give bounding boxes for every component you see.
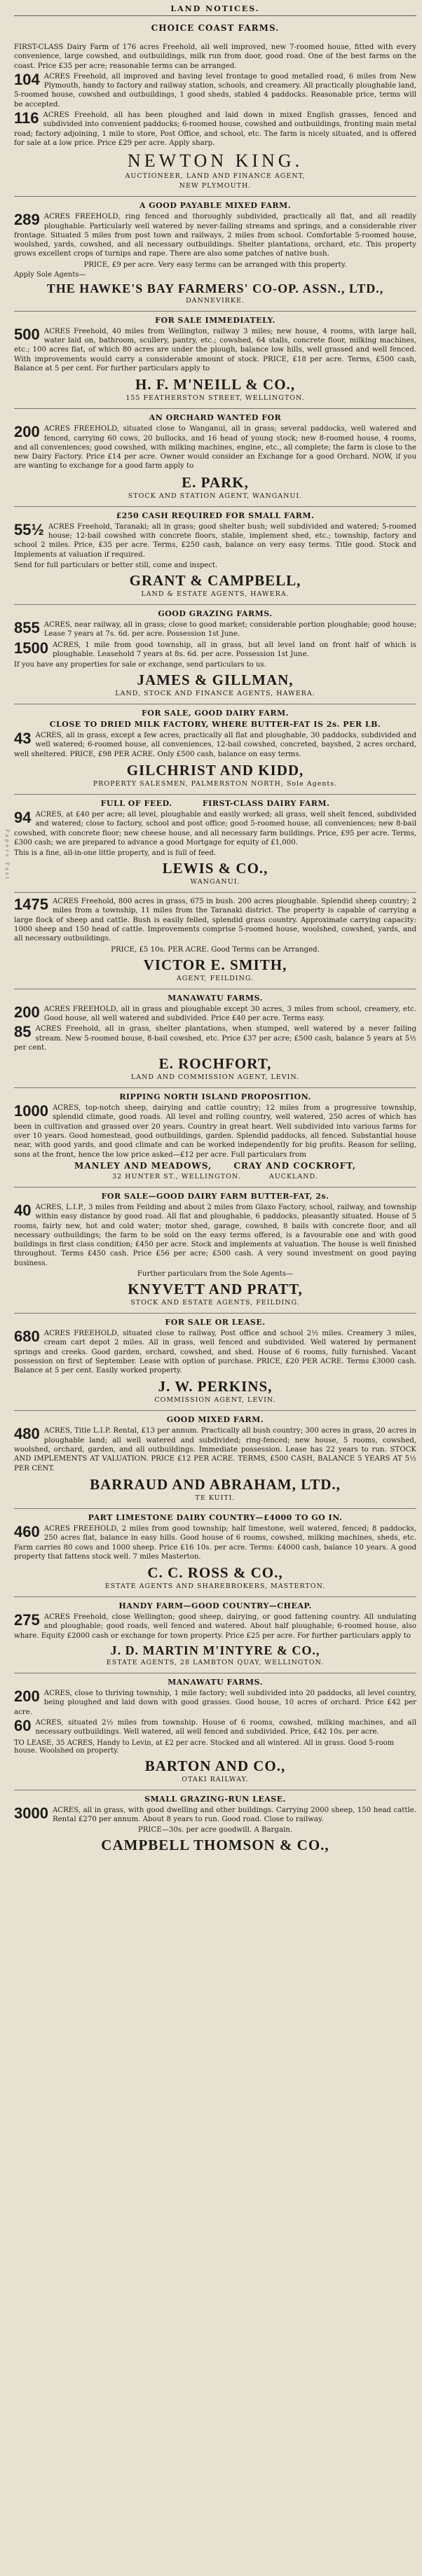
agent-name: NEWTON KING.: [127, 151, 304, 172]
agent-name: E. ROCHFORT,: [158, 1055, 272, 1073]
listing-text: ACRES, situated 2½ miles from township. House of 6 rooms, cowshed, milking machines, and all necessary outbuildings. Well watered, all well fenced and subdivided. Price, £42 10s. per acre.: [35, 1718, 416, 1736]
agent-address: 155 FEATHERSTON STREET, WELLINGTON.: [125, 394, 305, 403]
advert-subheading: CLOSE TO DRIED MILK FACTORY, WHERE BUTTER-FAT IS 2s. PER LB.: [49, 720, 381, 730]
advert-heading: A GOOD PAYABLE MIXED FARM.: [139, 201, 292, 211]
agent-name: LEWIS & CO.,: [162, 860, 268, 877]
advert-handy-farm: [14, 1597, 416, 1673]
acreage: 200: [14, 1687, 40, 1706]
agent-address-left: 32 HUNTER ST., WELLINGTON.: [112, 1172, 241, 1181]
listing: [14, 1806, 416, 1825]
acreage: 200: [14, 1003, 40, 1021]
acreage: 104: [14, 70, 40, 88]
agent-town: TE KUITI.: [195, 1494, 236, 1502]
agent-role: LAND, STOCK AND FINANCE AGENTS, HAWERA.: [115, 690, 315, 698]
listing-text: ACRES, 1 mile from good township, all in grass, but all level land on front half of which is ploughable. Leasehold 7 years at 8s. 6d. per acre. Possession 1st June.: [52, 641, 416, 658]
acreage: 43: [14, 730, 32, 748]
listing-text: ACRES, near railway, all in grass; close to good market; considerable portion ploughable; good house; Lease 7 years at 7s. 6d. per acre. Possession 1st June.: [43, 620, 416, 639]
advert-heading: GOOD GRAZING FARMS.: [158, 608, 273, 618]
listing: [14, 1103, 416, 1160]
note-line: Send for full particulars or better still, come and inspect.: [14, 561, 218, 569]
agent-name-right: CRAY AND COCKROFT,: [233, 1160, 356, 1171]
agent-name: E. PARK,: [182, 473, 249, 491]
listing: [14, 1203, 416, 1268]
advert-dairy-farm: [14, 704, 416, 795]
listing-text: ACRES Freehold, all has been ploughed and laid down in mixed English grasses, fenced and subdivided into convenient paddocks; 6-roomed house, cowshed and outbuildings, fronting main metal road; factory adjoining, 1 mile to store, Post Office, and school, etc. The farm is nicely situated, and is offered for sale at a low price. Price £29 per acre. Apply sharp.: [14, 111, 416, 147]
section-title: CHOICE COAST FARMS.: [151, 23, 280, 33]
listing-text: ACRES Freehold, 800 acres in grass, 675 in bush. 200 acres ploughable. Splendid sheep country; 2 miles from a township, 11 miles from the Taranaki district. The property is capable of carrying a large flock of sheep and cattle. Bush is easily felled, splendid grass country. Approximate carrying capacity: 1000 sheep and 150 head of cattle. Improvements comprise 5-roomed house, woolshed, cowshed, yards, and all necessary outbuildings.: [14, 898, 416, 943]
agent-town: NEW PLYMOUTH.: [179, 182, 252, 190]
agent-role: STOCK AND STATION AGENT, WANGANUI.: [128, 492, 303, 500]
listing-text: ACRES FREEHOLD, situated close to Wanganui, all in grass; several paddocks, well watered and fenced, carrying 60 cows, 20 bullocks, and 16 head of young stock; new 8-roomed house, 4 rooms, and all conveniences; good cowshed, with milking machines, engine, etc., all complete; the farm is close to the new Dairy Factory. Price £14 per acre. Owner would consider an Exchange for a good Orchard. NOW, if you are wanting to exchange for a good farm apply to: [14, 425, 416, 471]
acreage: 480: [14, 1425, 40, 1443]
agent-name: VICTOR E. SMITH,: [143, 956, 287, 973]
agent-role: PROPERTY SALESMEN, PALMERSTON NORTH, Sole Agents.: [93, 779, 338, 788]
acreage: 1000: [14, 1102, 48, 1120]
listing-text: FIRST-CLASS Dairy Farm of 176 acres Freehold, all well improved, new 7-roomed house, fitted with every convenience, large cowshed, and outbuildings, milk run from door, good road. One of the best farms on the coast. Price £35 per acre; reasonable terms can be arranged.: [14, 43, 416, 70]
advert-grazing-farms: [14, 605, 416, 704]
listing: [14, 1613, 416, 1641]
listing-text: ACRES FREEHOLD, all in grass and ploughable except 30 acres, 3 miles from school, creamery, etc. Good house, all well watered and subdivided. Price £40 per acre. Terms easy.: [43, 1005, 416, 1022]
agent-role: COMMISSION AGENT, LEVIN.: [154, 1396, 276, 1405]
note-line: If you have any properties for sale or exchange, send particulars to us.: [14, 661, 266, 669]
acreage: 1475: [14, 896, 48, 914]
acreage: 60: [14, 1716, 32, 1734]
listing-text: ACRES Freehold, all in grass, shelter plantations, when stumped, well watered by a never failing stream. New 5-roomed house, 8-bail cowshed, etc. Price £37 per acre; £500 cash, balance 5 years at 5½ per cent.: [14, 1025, 416, 1052]
price-line: PRICE—30s. per acre goodwill. A Bargain.: [137, 1826, 293, 1834]
note-line: TO LEASE, 35 ACRES, Handy to Levin, at £2 per acre. Stocked and all wintered. All in grass. Good 5-room house. Woolshed on property.: [14, 1739, 395, 1755]
listing-text: ACRES Freehold, Taranaki; all in grass; good shelter bush; well subdivided and watered; 5-roomed house; 12-bail cowshed with concrete floors, stable, implement shed, etc.; township, factory and school 2 miles. Price, £35 per acre. Terms, £250 cash, balance on very easy terms. Title good. Stock and Implements at valuation if required.: [14, 522, 416, 559]
agent-town: DANNEVIRKE.: [186, 296, 245, 305]
listing-text: ACRES, at £40 per acre; all level, ploughable and easily worked; all grass, well shelt fenced, subdivided and watered; close to factory, school and post office; good 5-roomed house, all conveniences; new 8-bail cowshed, with concrete floor; new cheese house, and all necessary farm buildings. Price, £95 per acre. Terms, £300 cash; we are prepared to advance a good Mortgage for equity of £1,000.: [14, 810, 416, 847]
advert-orchard-wanted: [14, 409, 416, 506]
agent-name: J. W. PERKINS,: [158, 1378, 273, 1395]
agent-address: ESTATE AGENTS, 28 LAMBTON QUAY, WELLINGTON.: [106, 1659, 325, 1667]
listing-text: ACRES, all in grass, with good dwelling and other buildings. Carrying 2000 sheep, 150 head cattle. Rental £270 per annum. About 8 years to run. Good road. Close to railway.: [52, 1806, 416, 1823]
price-line: PRICE, £9 per acre. Very easy terms can be arranged with this property.: [83, 260, 347, 269]
listing: [14, 327, 416, 373]
agent-town: WANGANUI.: [190, 878, 240, 886]
listing: [14, 43, 416, 71]
acreage: 680: [14, 1328, 40, 1345]
listing-text: ACRES, close to thriving township, 1 mile factory; well subdivided into 20 paddocks, all level country, being ploughed and laid down with good grasses. Good house, 10 acres of orchard. Price £42 per acre.: [14, 1690, 416, 1716]
listing: [14, 72, 416, 109]
agent-role: LAND AND COMMISSION AGENT, LEVIN.: [130, 1073, 300, 1082]
advert-heading: HANDY FARM—GOOD COUNTRY—CHEAP.: [118, 1601, 312, 1611]
acreage: 460: [14, 1522, 40, 1540]
listing: [14, 641, 416, 660]
advert-grazing-run-lease: [14, 1790, 416, 1860]
listing-text: ACRES, top-notch sheep, dairying and cattle country; 12 miles from a progressive township, splendid climate, good roads. All level and rolling country, well watered, 250 acres of which has been in cultivation and grassed over 20 years. Country in great heart. Well subdivided into various farms for over 10 years. Good homestead, good outbuildings, garden. Splendid paddocks, all fenced. Substantial house near, with good yards, and good climate and can be worked independently for big profits. Reason for selling, sons at the front, hence the low price asked—£12 per acre. Full particulars from: [14, 1104, 416, 1159]
advert-limestone-country: [14, 1509, 416, 1597]
advert-heading: FOR SALE, GOOD DAIRY FARM.: [141, 709, 290, 718]
advert-good-mixed-farm: [14, 1411, 416, 1508]
listing: [14, 810, 416, 847]
agent-name: GILCHRIST AND KIDD,: [126, 761, 304, 779]
agent-name: CAMPBELL THOMSON & CO.,: [101, 1837, 329, 1854]
advert-heading: PART LIMESTONE DAIRY COUNTRY—£4000 TO GO IN.: [88, 1512, 343, 1522]
listing: [14, 1426, 416, 1473]
advert-heading: RIPPING NORTH ISLAND PROPOSITION.: [119, 1092, 311, 1102]
agent-name: GRANT & CAMPBELL,: [129, 571, 301, 589]
advert-heading: SMALL GRAZING-RUN LEASE.: [144, 1794, 286, 1804]
agent-name: H. F. M'NEILL & CO.,: [135, 376, 296, 394]
advert-mixed-farm: [14, 197, 416, 311]
listing-text: ACRES Freehold, 40 miles from Wellington, railway 3 miles; new house, 4 rooms, with large hall, water laid on, bathroom, scullery, pantry, etc.; cowshed, 64 stalls, concrete floor, milking machines, etc.; 100 acres flat, of which 80 acres are under the plough, balance low hills, well grassed and well fenced. With improvements would carry a considerable amount of stock. PRICE, £18 per acre. Terms, £500 cash, Balance at 5 per cent. For further particulars apply to: [14, 327, 416, 373]
agent-name: C. C. ROSS & CO.,: [147, 1564, 283, 1582]
advert-manawatu-farms-2: [14, 1673, 416, 1790]
listing: [14, 111, 416, 148]
acreage: 275: [14, 1611, 40, 1629]
page-header: LAND NOTICES.: [14, 4, 416, 16]
acreage: 40: [14, 1201, 32, 1219]
advert-heading: MANAWATU FARMS.: [168, 993, 263, 1003]
listing: [14, 1329, 416, 1375]
advert-heading: FOR SALE OR LEASE.: [165, 1318, 266, 1327]
listing-text: ACRES FREEHOLD, ring fenced and thoroughly subdivided, practically all flat, and all readily ploughable. Particularly well watered by never-failing streams and springs, and a considerable river frontage. Situated 5 miles from post town and railways, 2 miles from school. Comfortable 5-roomed house, woolshed, yards, cowshed, and all necessary outbuildings. Shelter plantations, orchard, etc. This property grows excellent crops of turnips and rape. There are also some patches of native bush.: [14, 213, 416, 258]
agent-role: STOCK AND ESTATE AGENTS, FEILDING.: [130, 1299, 300, 1307]
acreage: 500: [14, 325, 40, 343]
advert-heading: MANAWATU FARMS.: [168, 1678, 263, 1687]
agent-role: AUCTIONEER, LAND AND FINANCE AGENT,: [125, 172, 306, 181]
listing: [14, 212, 416, 258]
listing-text: ACRES, Title L.I.P. Rental, £13 per annum. Practically all bush country; 300 acres in grass, 20 acres in ploughable land; all well watered and subdivided; ring-fenced; new house, 5 rooms, cowshed, woolshed, orchard, garden, and all outbuildings. Immediate possession. Lease has 22 years to run. STOCK AND IMPLEMENTS AT VALUATION. PRICE £12 PER ACRE. TERMS, £500 CASH, BALANCE 5 YEARS AT 5½ PER CENT.: [14, 1427, 416, 1473]
listing: [14, 620, 416, 639]
acreage: 85: [14, 1023, 32, 1041]
agent-role: LAND & ESTATE AGENTS, HAWERA.: [141, 590, 290, 598]
advert-full-of-feed: [14, 795, 416, 893]
advert-butter-fat-farm: [14, 1188, 416, 1314]
agent-name: BARTON AND CO.,: [144, 1757, 286, 1774]
advert-manawatu-farms: [14, 989, 416, 1088]
listing: [14, 731, 416, 759]
newspaper-page: [3, 3, 419, 2570]
agent-name-left: MANLEY AND MEADOWS,: [74, 1160, 212, 1171]
agent-name: JAMES & GILLMAN,: [137, 671, 294, 689]
listing-text: ACRES, all in grass, except a few acres, practically all flat and ploughable, 30 paddocks, subdivided and well watered; 6-roomed house, all conveniences, 12-bail cowshed, concreted, bayshed, 2 acres orchard, well sheltered. PRICE, £98 PER ACRE. Only £500 cash, balance on easy terms.: [14, 732, 416, 758]
agent-name: KNYVETT AND PRATT,: [128, 1281, 303, 1297]
note-line: Further particulars from the Sole Agents—: [137, 1270, 294, 1278]
listing: [14, 522, 416, 559]
listing: [14, 1689, 416, 1717]
agent-address-right: AUCKLAND.: [268, 1172, 318, 1181]
listing: [14, 1024, 416, 1052]
agent-names: [14, 1161, 416, 1171]
agent-name: J. D. MARTIN M'INTYRE & CO.,: [110, 1643, 320, 1658]
advert-coast-farms: [14, 39, 416, 197]
acreage: 55½: [14, 520, 44, 538]
advert-small-farm: [14, 507, 416, 605]
listing-text: ACRES, L.I.P., 3 miles from Feilding and about 2 miles from Glaxo Factory, school, railway, and township within easy distance by good road. All flat and ploughable, 6 paddocks, pleasantly situated. House of 5 rooms, fairly new, hot and cold water; motor shed, garage, cowshed, 8 bails with concrete floor, and all necessary outbuildings; the farm to be sold on the easy terms offered, is a favourable one and with good buildings in first class condition; £450 per acre. Stock and implements at valuation. The house is well finished throughout. Terms £450 cash. Price £56 per acre; £500 cash. A very sound investment on good paying business.: [14, 1203, 416, 1267]
acreage: 200: [14, 423, 40, 441]
acreage: 3000: [14, 1804, 48, 1822]
listing: [14, 1718, 416, 1737]
listing-text: ACRES FREEHOLD, situated close to railway, Post office and school 2½ miles. Creamery 3 miles, cream cart depot 2 miles. All in grass, well fenced and subdivided. Well watered by permanent springs and creeks. Good garden, orchard, cowshed, and shed. House of 6 rooms, fully furnished. Vacant possession on first of September. Lease with option of purchase. PRICE, £20 PER ACRE. Terms £3000 cash. Balance at 5 per cent. Easily worked property.: [14, 1330, 416, 1375]
acreage: 289: [14, 211, 40, 229]
advert-bush-country: [14, 893, 416, 989]
advert-heading: [14, 799, 416, 808]
side-strip: Papers Past: [4, 829, 10, 882]
apply-line: Apply Sole Agents—: [14, 270, 86, 279]
acreage: 1500: [14, 639, 48, 657]
advert-sale-or-lease: [14, 1314, 416, 1411]
advert-heading: FOR SALE—GOOD DAIRY FARM BUTTER-FAT, 2s.: [101, 1191, 329, 1201]
agent-town: AGENT, FEILDING.: [176, 974, 254, 982]
listing-text: ACRES FREEHOLD, 2 miles from good township; half limestone, well watered, fenced; 8 paddocks, 250 acres flat, balance in easy hills. Good house of 6 rooms, cowshed, milking machines, sheds, etc. Farm carries 80 cows and 1000 sheep. Price £16 10s. per acre. Terms: £4000 cash, balance 10 years. A good property that fattens stock well. 7 miles Masterton.: [14, 1524, 416, 1561]
agent-addresses: [14, 1173, 416, 1181]
acreage: 94: [14, 808, 32, 826]
advert-heading: AN ORCHARD WANTED FOR: [149, 413, 282, 423]
advert-sale-immediately: [14, 312, 416, 409]
advert-north-island-proposition: [14, 1088, 416, 1188]
listing: [14, 1524, 416, 1561]
advert-heading: GOOD MIXED FARM.: [166, 1415, 264, 1425]
price-line: PRICE, £5 10s. PER ACRE. Good Terms can be Arranged.: [111, 945, 320, 954]
listing-text: ACRES Freehold, all improved and having level frontage to good metalled road, 6 miles from New Plymouth, handy to factory and railway station, schools, and creamery. All practically ploughable land, 5-roomed house, cowshed and outbuildings, 1 good sheds, stabled 4 paddocks. Reasonable price, terms will be accepted.: [14, 72, 416, 109]
agent-name: THE HAWKE'S BAY FARMERS' CO-OP. ASSN., LTD.,: [46, 281, 384, 295]
listing-text: ACRES Freehold, close Wellington; good sheep, dairying, or good fattening country. All undulating and ploughable; good roads, well fenced and watered. About half ploughable; 6-roomed house, also whare. Equity £2000 cash or exchange for town property. Price £25 per acre. For further particulars apply to: [14, 1613, 416, 1640]
agent-town: OTAKI RAILWAY.: [182, 1775, 249, 1783]
agent-name: BARRAUD AND ABRAHAM, LTD.,: [90, 1475, 341, 1493]
heading-right: FIRST-CLASS DAIRY FARM.: [202, 798, 330, 808]
agent-role: ESTATE AGENTS AND SHAREBROKERS, MASTERTON.: [104, 1582, 326, 1591]
listing: [14, 897, 416, 943]
land-notices-column: [14, 3, 416, 1859]
advert-heading: FOR SALE IMMEDIATELY.: [155, 315, 275, 325]
advert-heading: £250 CASH REQUIRED FOR SMALL FARM.: [116, 510, 315, 520]
acreage: 116: [14, 109, 39, 127]
listing: [14, 424, 416, 471]
heading-left: FULL OF FEED.: [100, 798, 172, 808]
acreage: 855: [14, 618, 40, 636]
listing: [14, 1005, 416, 1024]
note-line: This is a fine, all-in-one little property, and is full of feed.: [14, 849, 216, 858]
